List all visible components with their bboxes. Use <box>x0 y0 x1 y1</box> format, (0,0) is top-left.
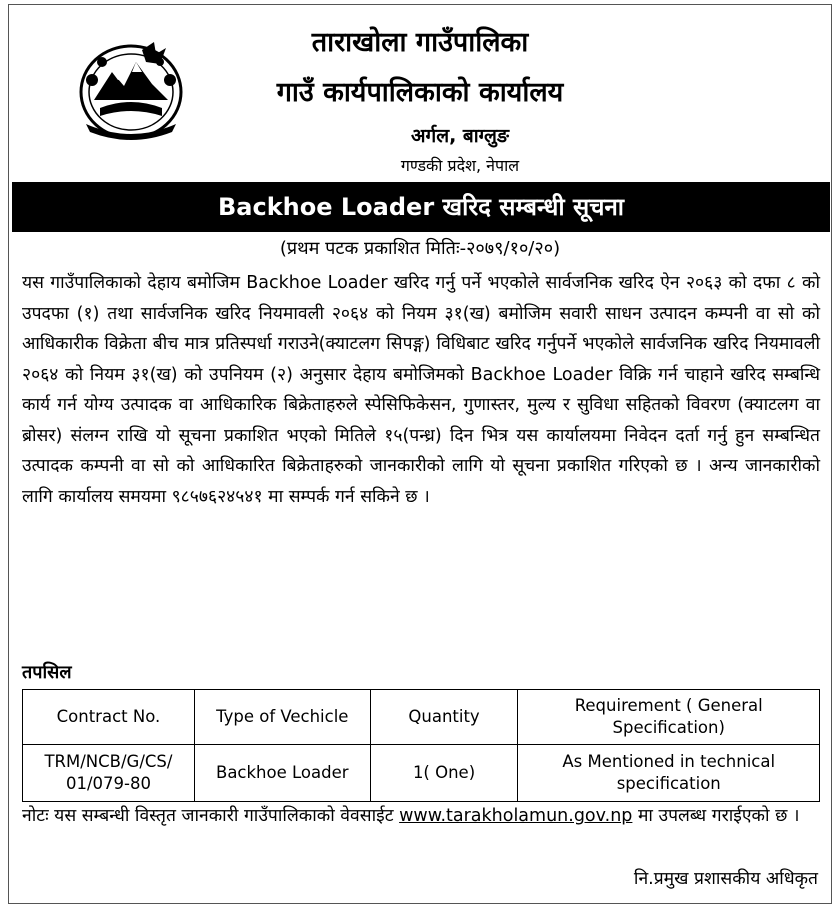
notice-body: यस गाउँपालिकाको देहाय बमोजिम Backhoe Loader खरिद गर्नु पर्ने भएकोले सार्वजनिक खरिद ऐन २०६३ को दफा ८ को उपदफा (१) तथा सार्वजनिक खरिद नियमावली २०६४ को नियम ३१(ख) बमोजिम सवारी साधन उत्पादन कम्पनी वा सो को आधिकारीक विक्रेता बीच मात्र प्रतिस्पर्धा गराउने(क्याटलग सिपङ्ग) विधिबाट खरिद गर्नुपर्ने भएकोले सार्वजनिक खरिद नियमावली २०६४ को नियम ३१(ख) को उपनियम (२) अनुसार देहाय बमोजिमको Backhoe Loader विक्रि गर्न चाहाने खरिद सम्बन्धि कार्य गर्न योग्य उत्पादक वा आधिकारिक बिक्रेताहरुले स्पेसिफिकेसन, गुणास्तर, मुल्य र सुविधा सहितको विवरण (क्याटलग वा ब्रोसर) संलग्न राखि यो सूचना प्रकाशित भएको मितिले १५(पन्ध्र) दिन भित्र यस कार्यालयमा निवेदन दर्ता गर्नु हुन सम्बन्धित उत्पादक कम्पनी वा सो को आधिकारित बिक्रेताहरुको जानकारीको लागि यो सूचना प्रकाशित गरिएको छ । अन्य जानकारीको लागि कार्यालय समयमा ९८५७६२४५४१ मा सम्पर्क गर्न सकिने छ । <box>22 273 820 507</box>
header-vehicle-type: Type of Vechicle <box>194 690 370 745</box>
signature-title: नि.प्रमुख प्रशासकीय अधिकृत <box>633 869 818 889</box>
header-contract-no: Contract No. <box>23 690 195 745</box>
cell-requirement: As Mentioned in technical specification <box>518 745 820 802</box>
header-requirement: Requirement ( General Specification) <box>518 690 820 745</box>
office-address: अर्गल, बाग्लुङ <box>410 125 510 147</box>
cell-contract-no: TRM/NCB/G/CS/ 01/079-80 <box>23 745 195 802</box>
cell-vehicle-type: Backhoe Loader <box>194 745 370 802</box>
notice-title: Backhoe Loader खरिद सम्बन्धी सूचना <box>12 182 830 232</box>
province-country: गण्डकी प्रदेश, नेपाल <box>400 156 520 175</box>
details-heading: तपसिल <box>22 662 72 683</box>
municipality-name: ताराखोला गाउँपालिका <box>311 27 529 58</box>
specification-table <box>22 689 820 802</box>
note-text-after: मा उपलब्ध गराईएको छ । <box>632 806 800 826</box>
note-text-before: नोटः यस सम्बन्धी विस्तृत जानकारी गाउँपालिकाको वेवसाईट <box>22 806 400 826</box>
cell-quantity: 1( One) <box>370 745 518 802</box>
table-row <box>23 745 820 802</box>
office-name: गाउँ कार्यपालिकाको कार्यालय <box>276 77 564 108</box>
published-date: (प्रथम पटक प्रकाशित मितिः-२०७९/१०/२०) <box>279 238 561 259</box>
table-header-row <box>23 690 820 745</box>
note <box>22 800 820 832</box>
website-link[interactable]: www.tarakholamun.gov.np <box>399 806 633 826</box>
header-quantity: Quantity <box>370 690 518 745</box>
